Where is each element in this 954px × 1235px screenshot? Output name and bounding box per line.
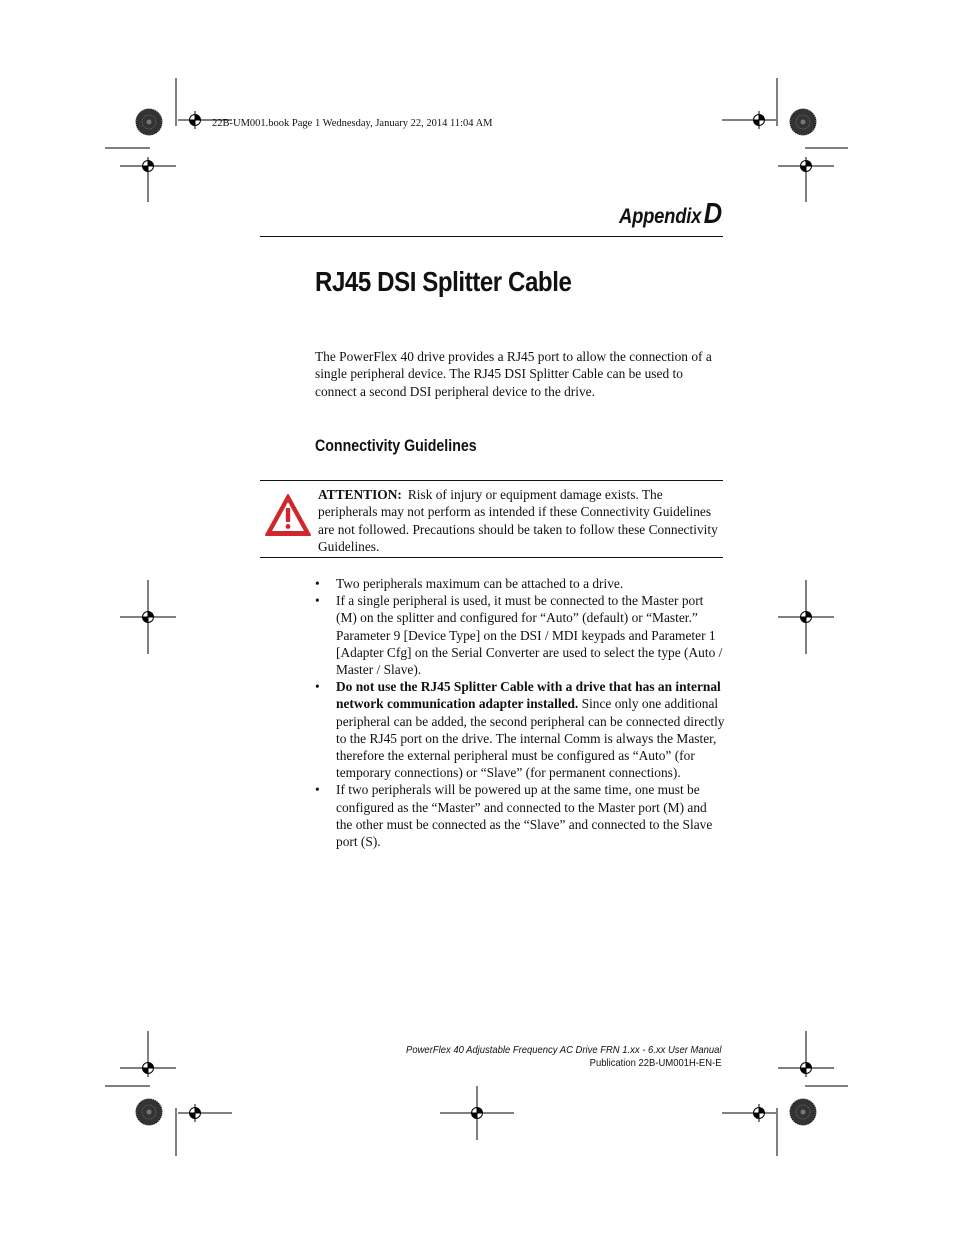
page-title: RJ45 DSI Splitter Cable xyxy=(315,266,572,297)
list-item-text: Since only one additional peripheral can be added, the second peripheral can be connected directly to the RJ45 port on the drive. The internal Comm is always the Master, therefore the external peripheral must be configured as “Auto” (for temporary connections) or “Slave” (for permanent connections). xyxy=(336,696,725,781)
appendix-word: Appendix xyxy=(619,205,702,228)
footer-publication: Publication 22B-UM001H-EN-E xyxy=(590,1057,722,1069)
intro-paragraph: The PowerFlex 40 drive provides a RJ45 port to allow the connection of a single peripheral device. The RJ45 DSI Splitter Cable can be used to connect a second DSI peripheral device to the drive. xyxy=(315,349,712,399)
section-heading: Connectivity Guidelines xyxy=(315,437,477,455)
footer-manual-title: PowerFlex 40 Adjustable Frequency AC Drive FRN 1.xx - 6.xx User Manual xyxy=(406,1044,722,1056)
list-item-text: Two peripherals maximum can be attached to a drive. xyxy=(336,576,624,591)
attention-rule-bottom xyxy=(260,557,723,558)
appendix-heading xyxy=(619,198,722,231)
list-item xyxy=(315,575,725,592)
list-item xyxy=(315,678,725,781)
attention-text xyxy=(318,486,723,556)
list-item-bold: Do not use the RJ45 Splitter Cable with a drive that has an internal network communication adapter installed. xyxy=(336,679,721,712)
list-item xyxy=(315,781,725,850)
attention-rule-top xyxy=(260,480,723,481)
guidelines-list xyxy=(315,575,725,850)
attention-label: ATTENTION: xyxy=(318,487,402,502)
page-footer xyxy=(407,1044,722,1070)
header-rule xyxy=(260,236,723,237)
warning-triangle-icon xyxy=(264,493,312,537)
list-item-text: If a single peripheral is used, it must be connected to the Master port (M) on the splitter and configured for “Auto” (default) or “Master.” Parameter 9 [Device Type] on the DSI / MDI keypads and Parameter 1 [Adapter Cfg] on the Serial Converter are used to select the type (Auto / Master / Slave). xyxy=(336,593,723,678)
appendix-letter: D xyxy=(703,198,722,230)
list-item xyxy=(315,592,725,678)
list-item-text: If two peripherals will be powered up at the same time, one must be configured as the “Master” and connected to the Master port (M) and the other must be connected as the “Slave” and connected to the Slave port (S). xyxy=(336,782,713,850)
print-slug: 22B-UM001.book Page 1 Wednesday, January 22, 2014 11:04 AM xyxy=(212,118,493,129)
attention-body: Risk of injury or equipment damage exists. The peripherals may not perform as intended if these Connectivity Guidelines are not followed. Precautions should be taken to follow these Connectivity Guidelines. xyxy=(318,487,718,555)
